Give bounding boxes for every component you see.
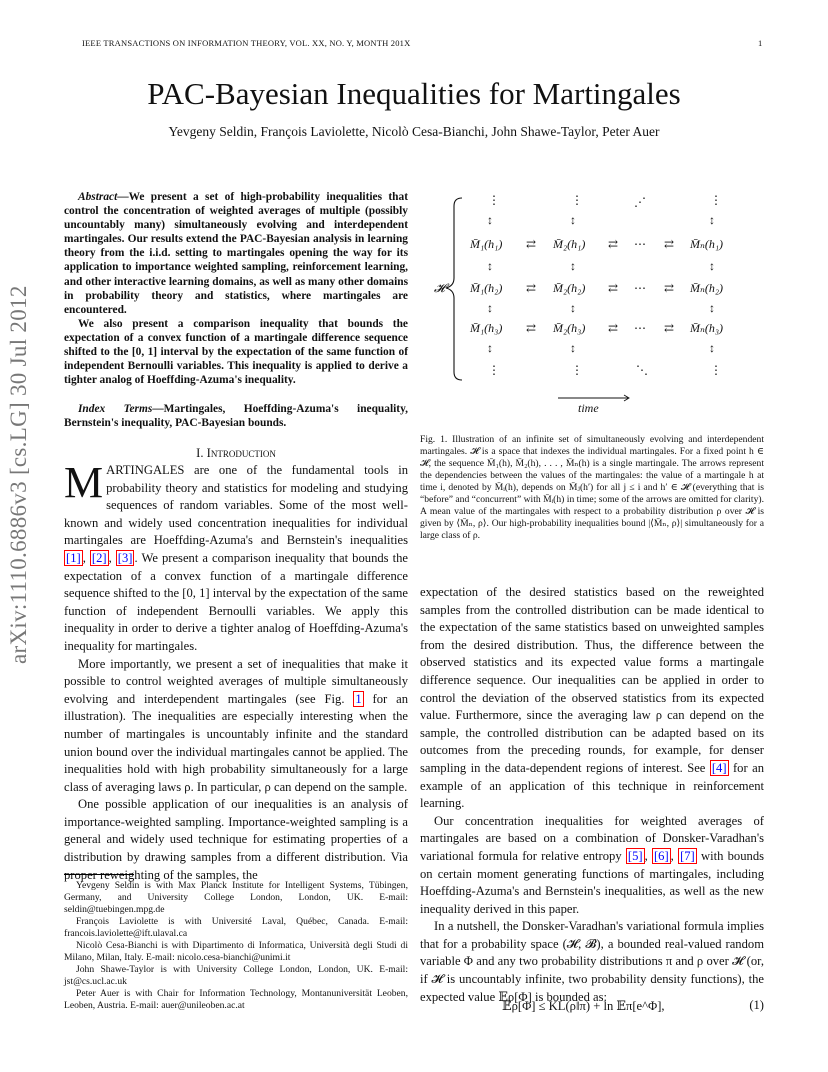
vdots: ⋮ <box>710 193 722 207</box>
updown-arrow-icon: ↕ <box>487 341 493 355</box>
martingale-diagram <box>428 190 764 422</box>
running-header: IEEE TRANSACTIONS ON INFORMATION THEORY, VOL. XX, NO. Y, MONTH 201X <box>82 38 411 48</box>
updown-arrow-icon: ↕ <box>487 259 493 273</box>
figure-caption: Fig. 1. Illustration of an infinite set of simultaneously evolving and interdependent martingales. 𝓗 is a space that indexes the individual martingales. For a fixed point h ∈ 𝓗, the sequence M̄₁(h), M̄₂(h), . . . , M̄ₙ(h) is a single martingale. The arrows represent the dependencies between the values of the martingales: the value of a martingale h at time i, denoted by M̄ᵢ(h), depends on M̄ⱼ(h′) for all j ≤ i and h′ ∈ 𝓗 (everything that is “before” and “concurrent” with M̄ᵢ(h) in time; some of the arrows are omitted for clarity). A mean value of the martingales with respect to a probability distribution ρ over 𝓗 is given by ⟨M̄ₙ, ρ⟩. Our high-probability inequalities bound |⟨M̄ₙ, ρ⟩| simultaneously for a large class of ρ. <box>420 434 764 541</box>
hdots: ⋯ <box>634 321 646 335</box>
set-label: 𝓗 <box>434 281 445 295</box>
updown-arrow-icon: ↕ <box>570 341 576 355</box>
abstract-label: Abstract <box>78 191 118 203</box>
body-paragraph: In a nutshell, the Donsker-Varadhan's variational formula implies that for a probability space (𝓗, 𝓑), a bounded real-valued random variable Φ and any two probability distributions π and ρ over 𝓗 (or, if 𝓗 is uncountably infinite, two probability density functions), the expected value 𝔼ρ[Φ] is bounded as: <box>420 919 764 1004</box>
intro-paragraph-3: One possible application of our inequalities is an analysis of importance-weighted sampling. Importance-weighted sampling is a general and widely used technique for estimating properties of a distribution by drawing samples from a different distribution. Via proper reweighting of the samples, the <box>64 797 408 882</box>
intro-body: MARTINGALES are one of the fundamental tools in probability theory and statistics for modeling and studying sequences of random variables. Some of the most well-known and widely used concentration inequalities for individual martingales are Hoeffding-Azuma's and Bernstein's inequalities [1] , [2] , [3] . We present a comparison inequality that bounds the expectation of a convex function of a martingale difference sequence shifted to the [0, 1] interval by the expectation of the same function of independent Bernoulli variables. We apply this inequality in order to derive a tighter analog of Hoeffding-Azuma's inequality for martingales. More importantly, we present a set of inequalities that make it possible to control weighted averages of multiple simultaneously evolving and interdependent martingales (see Fig. 1 for an illustration). The inequalities are especially interesting when the number of martingales is uncountably infinite and the standard union bound over the individual martingales cannot be applied. The inequalities hold with high probability simultaneously for a large class of averaging laws ρ. In particular, ρ can depend on the sample. One possible application of our inequalities is an analysis of importance-weighted sampling. Importance-weighted sampling is a general and widely used technique for estimating properties of a distribution by drawing samples from a different distribution. Via proper reweighting of the samples, the <box>64 462 408 884</box>
cross-arrow-icon: ⇄ <box>608 281 619 295</box>
ddots: ⋰ <box>634 195 646 209</box>
vdots: ⋮ <box>710 363 722 377</box>
page-number: 1 <box>758 38 763 48</box>
arxiv-stamp: arXiv:1110.6886v3 [cs.LG] 30 Jul 2012 <box>6 285 31 664</box>
intro-paragraph-2: More importantly, we present a set of inequalities that make it possible to control weighted averages of multiple simultaneously evolving and interdependent martingales (see Fig. <box>64 656 408 706</box>
cross-arrow-icon: ⇄ <box>664 281 675 295</box>
martingale-value: M̄ₙ(h₂) <box>690 281 724 295</box>
martingale-value: M̄₂(h₁) <box>553 237 586 251</box>
section-heading: I. Introduction <box>196 446 276 460</box>
figure-link[interactable]: 1 <box>355 691 362 706</box>
right-column-body: expectation of the desired statistics based on the reweighted samples from the controlled distribution can be made identical to the expectation of the same statistics based on unweighted samples from the desired distribution. Thus, the difference between the observed statistics and its expected value forms a martingale difference sequence. Our inequalities can be applied in order to control the deviation of the observed statistics from its expected value. Furthermore, since the averaging law ρ can depend on the sample, the controlled distribution can be adapted based on its outcomes from the preceding rounds, for example, for denser sampling in the data-dependent regions of interest. See [4] for an example of an application of this technique in reinforcement learning. Our concentration inequalities for weighted averages of martingales are based on a combination of Donsker-Varadhan's variational formula for relative entropy [5] , [6] , [7] with bounds on certain moment generating functions of martingales, including Hoeffding-Azuma's and Bernstein's inequalities, as well as the new inequality derived in this paper. In a nutshell, the Donsker-Varadhan's variational formula implies that for a probability space (𝓗, 𝓑), a bounded real-valued random variable Φ and any two probability distributions π and ρ over 𝓗 (or, if 𝓗 is uncountably infinite, two probability density functions), the expected value 𝔼ρ[Φ] is bounded as: <box>420 584 764 1006</box>
footnote: John Shawe-Taylor is with University College London, London, UK. E-mail: jst@cs.ucl.ac.uk <box>64 964 408 987</box>
citation-link[interactable]: [5] <box>627 848 643 863</box>
hdots: ⋯ <box>634 237 646 251</box>
intro-paragraph-2-tail: for an illustration). The inequalities are especially interesting when the number of martingales is uncountably infinite and the standard union bound over the individual martingales cannot be applied. The inequalities hold with high probability simultaneously for a large class of averaging laws ρ. In particular, ρ can depend on the sample. <box>64 691 408 794</box>
updown-arrow-icon: ↕ <box>570 301 576 315</box>
abstract-paragraph-1: We present a set of high-probability inequalities that control the concentration of weighted averages of multiple (possibly uncountably many) simultaneously evolving and interdependent martingales. Our results extend the PAC-Bayesian analysis in learning theory from the i.i.d. setting to martingales opening the way for its application to importance weighted sampling, reinforcement learning, and other interactive learning domains, as well as many other domains in probability theory and statistics, where martingales are encountered. <box>64 191 408 316</box>
citation-link[interactable]: [7] <box>680 848 695 863</box>
citation-link[interactable]: [3] <box>117 550 133 565</box>
martingale-value: M̄₂(h₃) <box>553 321 586 335</box>
footnote: Nicolò Cesa-Bianchi is with Dipartimento di Informatica, Università degli Studi di Milano, Milan, Italy. E-mail: nicolo.cesa-bianchi@unimi.it <box>64 940 408 963</box>
martingale-value: M̄ₙ(h₃) <box>690 321 724 335</box>
author-list: Yevgeny Seldin, François Laviolette, Nicolò Cesa-Bianchi, John Shawe-Taylor, Peter Auer <box>168 124 660 139</box>
citation-link[interactable]: [2] <box>91 550 107 565</box>
author-footnotes <box>64 880 408 1012</box>
updown-arrow-icon: ↕ <box>487 301 493 315</box>
index-terms-label: Index Terms <box>78 403 153 415</box>
cross-arrow-icon: ⇄ <box>608 321 619 335</box>
vdots: ⋮ <box>488 363 500 377</box>
equation-number: (1) <box>749 998 764 1012</box>
cross-arrow-icon: ⇄ <box>526 237 537 251</box>
cross-arrow-icon: ⇄ <box>664 321 675 335</box>
drop-cap: M <box>64 458 104 507</box>
footnote: Peter Auer is with Chair for Information Technology, Montanuniversität Leoben, Leoben, Austria. E-mail: auer@unileoben.ac.at <box>64 988 408 1011</box>
martingale-value: M̄₁(h₁) <box>470 237 503 251</box>
updown-arrow-icon: ↕ <box>709 301 715 315</box>
hdots: ⋯ <box>634 281 646 295</box>
martingale-value: M̄₂(h₂) <box>553 281 586 295</box>
footnote: François Laviolette is with Université Laval, Québec, Canada. E-mail: francois.laviolette@ift.ulaval.ca <box>64 916 408 939</box>
martingale-value: M̄₁(h₃) <box>470 321 503 335</box>
abstract-paragraph-2: We also present a comparison inequality that bounds the expectation of a convex function of a martingale difference sequence shifted to the [0, 1] interval by the expectation of the same function of independent Bernoulli variables. This inequality is applied to derive a tighter analog of Hoeffding-Azuma's inequality. <box>64 317 408 387</box>
index-terms <box>64 402 408 430</box>
updown-arrow-icon: ↕ <box>709 259 715 273</box>
index-terms-text: —Martingales, Hoeffding-Azuma's inequality, Bernstein's inequality, PAC-Bayesian bounds. <box>64 403 408 430</box>
vdots: ⋮ <box>571 193 583 207</box>
updown-arrow-icon: ↕ <box>709 341 715 355</box>
updown-arrow-icon: ↕ <box>570 213 576 227</box>
ddots: ⋱ <box>636 363 648 377</box>
citation-link[interactable]: [4] <box>711 760 727 775</box>
citation-link[interactable]: [6] <box>653 848 669 863</box>
cross-arrow-icon: ⇄ <box>526 321 537 335</box>
cross-arrow-icon: ⇄ <box>608 237 619 251</box>
updown-arrow-icon: ↕ <box>570 259 576 273</box>
abstract <box>64 190 408 387</box>
equation-text: 𝔼ρ[Φ] ≤ KL(ρ‖π) + ln 𝔼π[e^Φ], <box>502 999 665 1013</box>
citation-link[interactable]: [1] <box>66 550 81 565</box>
martingale-value: M̄ₙ(h₁) <box>690 237 724 251</box>
cross-arrow-icon: ⇄ <box>526 281 537 295</box>
footnote: Yevgeny Seldin is with Max Planck Institute for Intelligent Systems, Tübingen, Germany, and University College London, London, UK. E-mail: seldin@tuebingen.mpg.de <box>64 880 408 915</box>
vdots: ⋮ <box>571 363 583 377</box>
updown-arrow-icon: ↕ <box>709 213 715 227</box>
martingale-value: M̄₁(h₂) <box>470 281 503 295</box>
time-label: time <box>578 401 599 415</box>
body-paragraph-tail: for an example of an application of this technique in reinforcement learning. <box>420 760 764 811</box>
footnote-rule <box>64 874 134 875</box>
body-paragraph: Our concentration inequalities for weighted averages of martingales are based on a combination of Donsker-Varadhan's variational formula for relative entropy <box>420 813 764 863</box>
body-paragraph: expectation of the desired statistics based on the reweighted samples from the controlled distribution can be made identical to the expectation of the same statistics based on unweighted samples from the desired distribution. Thus, the difference between the observed statistics and its expected value forms a martingale difference sequence. Our inequalities can be applied in order to control the deviation of the observed statistics from its expected value. Furthermore, since the averaging law ρ can depend on the sample, the controlled distribution can be adapted based on its outcomes from the preceding rounds, for example, for denser sampling in the data-dependent regions of interest. See <box>420 585 764 775</box>
paper-title: PAC-Bayesian Inequalities for Martingales <box>147 76 681 111</box>
intro-paragraph-1: ARTINGALES are one of the fundamental tools in probability theory and statistics for modeling and studying sequences of random variables. Some of the most well-known and widely used concentration inequalities for individual martingales are Hoeffding-Azuma's and Bernstein's inequalities <box>64 463 408 548</box>
vdots: ⋮ <box>488 193 500 207</box>
body-paragraph-tail: with bounds on certain moment generating functions of martingales, including Hoeffding-Azuma's and Bernstein's inequalities, as well as the new inequality derived in this paper. <box>420 848 765 916</box>
intro-paragraph-1-tail: . We present a comparison inequality that bounds the expectation of a convex function of a martingale difference sequence shifted to the [0, 1] interval by the expectation of the same function of independent Bernoulli variables. We apply this inequality in order to derive a tighter analog of Hoeffding-Azuma's inequality for martingales. <box>64 550 409 653</box>
cross-arrow-icon: ⇄ <box>664 237 675 251</box>
abstract-dash: — <box>117 191 129 203</box>
updown-arrow-icon: ↕ <box>487 213 493 227</box>
